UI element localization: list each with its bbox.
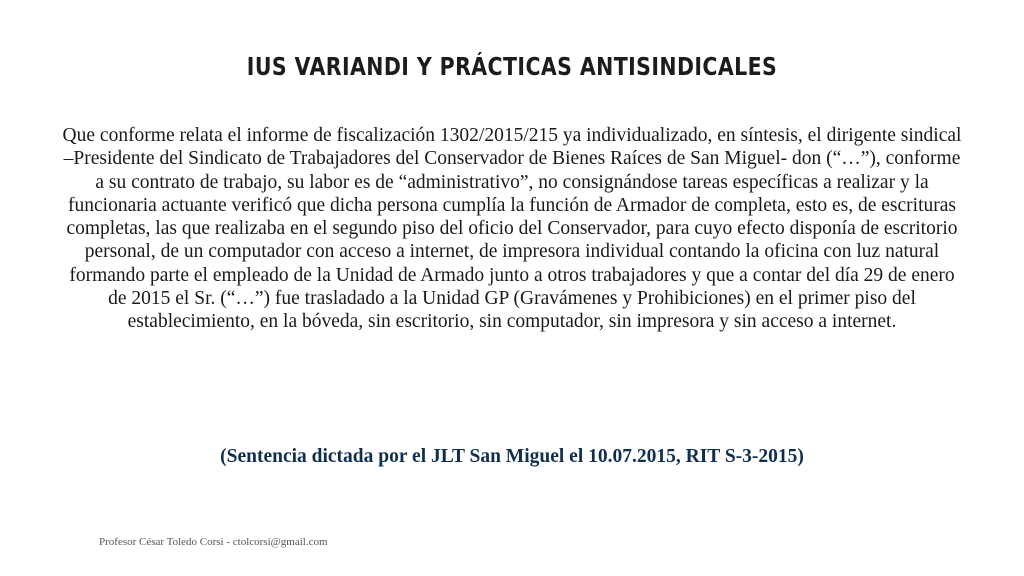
slide-body-text: Que conforme relata el informe de fiscalización 1302/2015/215 ya individualizado, en síntesis, el dirigente sindical –Presidente del Sindicato de Trabajadores del Conservador de Bienes Raíces de San Miguel- don (“…”), conforme a su contrato de trabajo, su labor es de “administrativo”, no consignándose tareas específicas a realizar y la funcionaria actuante verificó que dicha persona cumplía la función de Armador de completa, esto es, de escrituras completas, las que realizaba en el segundo piso del oficio del Conservador, para cuyo efecto disponía de escritorio personal, de un computador con acceso a internet, de impresora individual contando la oficina con luz natural formando parte el empleado de la Unidad de Armado junto a otros trabajadores y que a contar del día 29 de enero de 2015 el Sr. (“…”) fue trasladado a la Unidad GP (Gravámenes y Prohibiciones) en el primer piso del establecimiento, en la bóveda, sin escritorio, sin computador, sin impresora y sin acceso a internet.	[62, 125, 962, 333]
slide-title: IUS VARIANDI Y PRÁCTICAS ANTISINDICALES	[246, 52, 778, 81]
slide-footer: Profesor César Toledo Corsi - ctolcorsi@gmail.com	[99, 536, 328, 548]
slide-citation: (Sentencia dictada por el JLT San Miguel el 10.07.2015, RIT S-3-2015)	[220, 446, 804, 467]
